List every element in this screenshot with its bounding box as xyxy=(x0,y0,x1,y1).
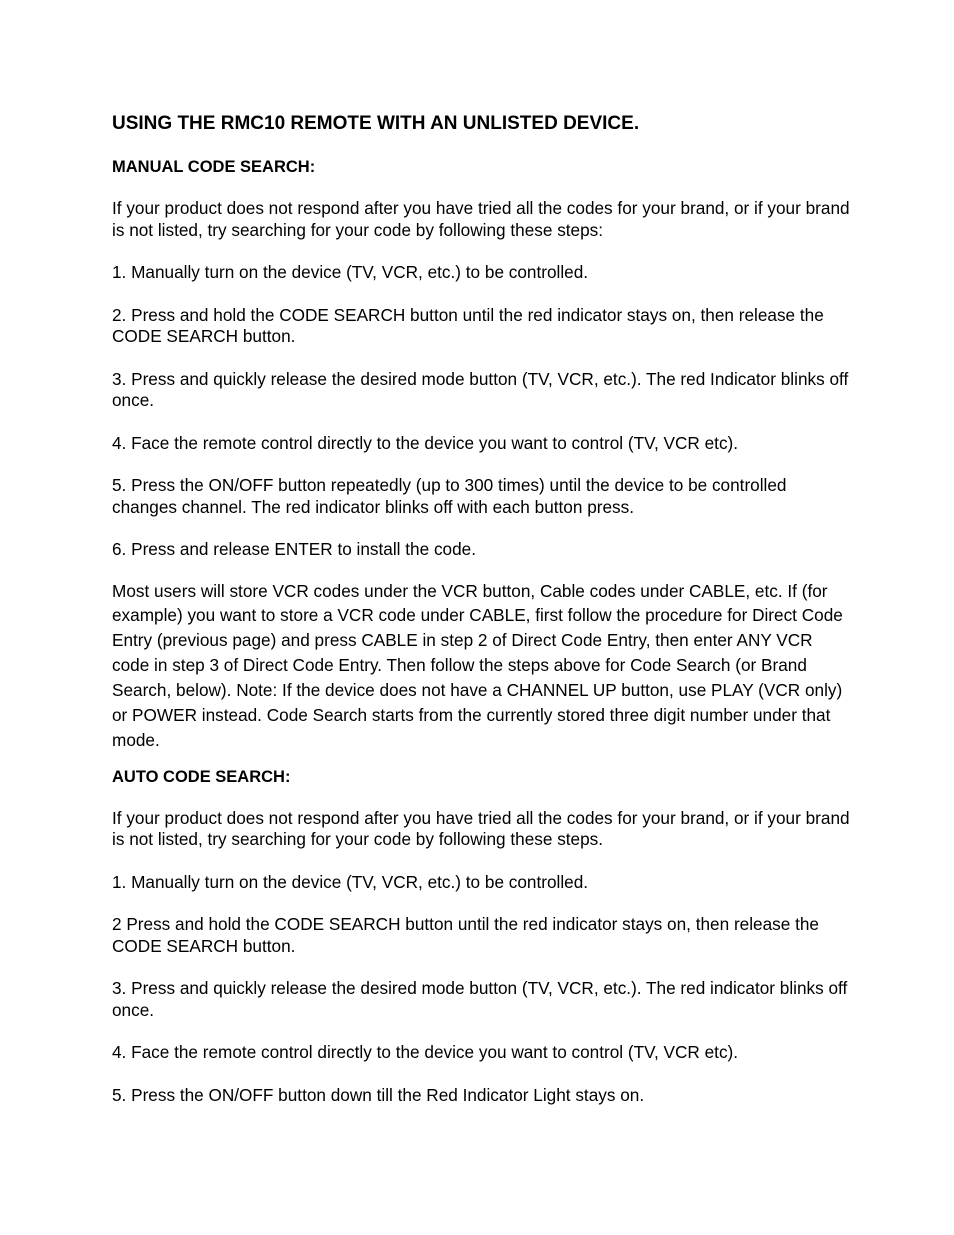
manual-code-search-heading: MANUAL CODE SEARCH: xyxy=(112,158,316,176)
manual-intro-paragraph: If your product does not respond after you have tried all the codes for your brand, or if your brand is not listed, try searching for your code by following these steps: xyxy=(112,198,850,240)
manual-step-4: 4. Face the remote control directly to the device you want to control (TV, VCR etc). xyxy=(112,432,739,453)
auto-code-search-heading: AUTO CODE SEARCH: xyxy=(112,767,291,786)
auto-step-4: 4. Face the remote control directly to the device you want to control (TV, VCR etc). xyxy=(112,1042,739,1063)
auto-step-2: 2 Press and hold the CODE SEARCH button until the red indicator stays on, then release the CODE SEARCH button. xyxy=(112,914,819,956)
manual-step-3: 3. Press and quickly release the desired mode button (TV, VCR, etc.). The red Indicator blinks off once. xyxy=(112,368,849,410)
auto-step-5: 5. Press the ON/OFF button down till the Red Indicator Light stays on. xyxy=(112,1084,645,1105)
auto-step-1: 1. Manually turn on the device (TV, VCR, etc.) to be controlled. xyxy=(112,871,589,892)
page-title: USING THE RMC10 REMOTE WITH AN UNLISTED DEVICE. xyxy=(112,113,640,134)
manual-step-6: 6. Press and release ENTER to install the code. xyxy=(112,539,476,559)
manual-step-2: 2. Press and hold the CODE SEARCH button until the red indicator stays on, then release the CODE SEARCH button. xyxy=(112,304,824,346)
auto-step-3: 3. Press and quickly release the desired mode button (TV, VCR, etc.). The red indicator blinks off once. xyxy=(112,978,848,1020)
auto-intro-paragraph: If your product does not respond after you have tried all the codes for your brand, or if your brand is not listed, try searching for your code by following these steps. xyxy=(112,807,850,850)
document-page xyxy=(112,112,852,1127)
manual-step-5: 5. Press the ON/OFF button repeatedly (up to 300 times) until the device to be controlled changes channel. The red indicator blinks off with each button press. xyxy=(112,475,787,517)
manual-note-paragraph: Most users will store VCR codes under the VCR button, Cable codes under CABLE, etc. If (for example) you want to store a VCR code under CABLE, first follow the procedure for Direct Code Entry (previous page) and press CABLE in step 2 of Direct Code Entry, then enter ANY VCR code in step 3 of Direct Code Entry. Then follow the steps above for Code Search (or Brand Search, below). Note: If the device does not have a CHANNEL UP button, use PLAY (VCR only) or POWER instead. Code Search starts from the currently stored three digit number under that mode. xyxy=(112,580,843,750)
manual-step-1: 1. Manually turn on the device (TV, VCR, etc.) to be controlled. xyxy=(112,262,589,282)
